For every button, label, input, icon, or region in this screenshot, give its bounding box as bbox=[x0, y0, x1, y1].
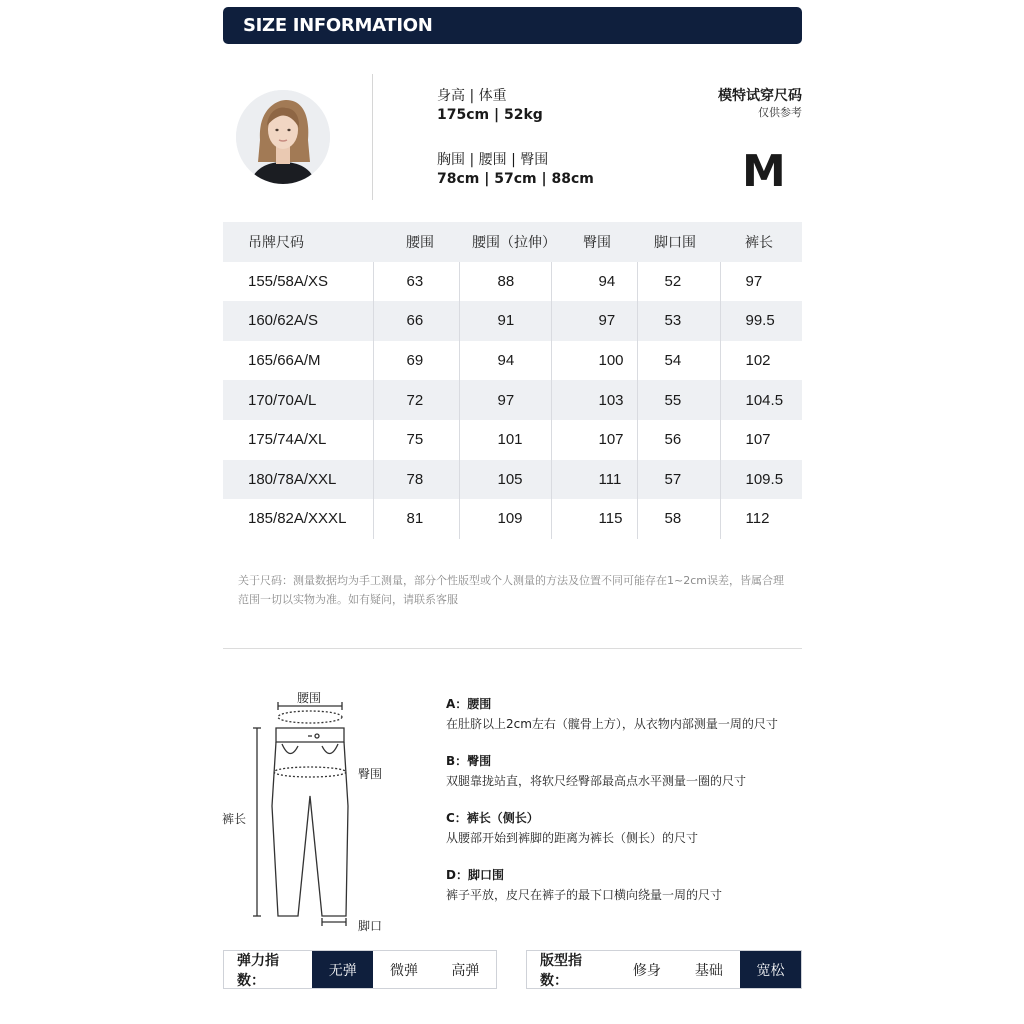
cell-waist: 63 bbox=[373, 262, 459, 302]
cell-length: 109.5 bbox=[720, 460, 802, 500]
cell-length: 107 bbox=[745, 431, 771, 449]
cell-hem: 58 bbox=[637, 499, 720, 539]
header-waist-stretch: 腰围（拉伸） bbox=[459, 222, 551, 262]
measure-title: C：裤长（侧长） bbox=[446, 811, 539, 825]
cell-hem: 56 bbox=[637, 420, 720, 460]
cell-waist-stretch: 109 bbox=[459, 499, 551, 539]
cell-hip: 94 bbox=[551, 262, 637, 302]
size-table-row bbox=[223, 460, 802, 500]
cell-hip: 111 bbox=[551, 460, 637, 500]
cell-tag-size: 165/66A/M bbox=[223, 341, 373, 381]
cell-waist-stretch: 105 bbox=[459, 460, 551, 500]
cell-tag-size: 160/62A/S bbox=[223, 301, 373, 341]
cell-tag-size: 180/78A/XXL bbox=[223, 460, 373, 500]
fit-option-loose: 宽松 bbox=[740, 951, 801, 988]
measure-desc: 从腰部开始到裤脚的距离为裤长（侧长）的尺寸 bbox=[446, 831, 699, 845]
cell-waist: 72 bbox=[373, 380, 459, 420]
cell-tag-size: 170/70A/L bbox=[223, 380, 373, 420]
diagram-length-label: 裤长 bbox=[222, 812, 247, 826]
measure-desc: 裤子平放，皮尺在裤子的最下口横向绕量一周的尺寸 bbox=[446, 888, 723, 902]
cell-waist: 69 bbox=[373, 341, 459, 381]
fit-option-regular: 基础 bbox=[694, 962, 723, 979]
size-table-header bbox=[223, 222, 802, 262]
size-table-row bbox=[223, 341, 802, 381]
elasticity-title: 弹力指数： bbox=[237, 952, 279, 989]
measure-title: B：臀围 bbox=[446, 754, 492, 768]
measure-item-hem bbox=[446, 866, 816, 923]
measure-value: 78cm | 57cm | 88cm bbox=[437, 171, 594, 187]
model-try-size-label: 模特试穿尺码 bbox=[718, 88, 802, 104]
model-try-size-note: 仅供参考 bbox=[758, 106, 802, 119]
cell-waist: 66 bbox=[373, 301, 459, 341]
footnote-line-2: 范围一切以实物为准。如有疑问，请联系客服 bbox=[238, 593, 458, 606]
elasticity-option-high: 高弹 bbox=[451, 962, 480, 979]
section-divider bbox=[223, 648, 802, 649]
cell-waist-stretch: 88 bbox=[459, 262, 551, 302]
measure-item-length bbox=[446, 809, 816, 866]
cell-waist-stretch: 97 bbox=[459, 380, 551, 420]
cell-waist-stretch: 91 bbox=[459, 301, 551, 341]
cell-hem: 54 bbox=[637, 341, 720, 381]
elasticity-index bbox=[223, 950, 497, 989]
model-divider bbox=[372, 74, 373, 200]
model-avatar bbox=[236, 90, 330, 184]
cell-waist-stretch: 101 bbox=[459, 420, 551, 460]
measure-title: D：脚口围 bbox=[446, 868, 504, 882]
header-hem: 脚口围 bbox=[637, 222, 720, 262]
size-table-row bbox=[223, 420, 802, 460]
cell-length: 97 bbox=[745, 272, 763, 290]
header-length: 裤长 bbox=[720, 222, 802, 262]
diagram-hem-label: 脚口 bbox=[358, 919, 383, 933]
cell-length: 104.5 bbox=[720, 380, 802, 420]
size-table-row bbox=[223, 301, 802, 341]
measure-desc: 在肚脐以上2cm左右（髋骨上方），从衣物内部测量一周的尺寸 bbox=[446, 717, 778, 731]
size-table-row bbox=[223, 380, 802, 420]
cell-tag-size: 175/74A/XL bbox=[223, 420, 373, 460]
size-table-row bbox=[223, 262, 802, 302]
cell-hip: 100 bbox=[551, 341, 637, 381]
measurement-guide bbox=[446, 695, 816, 923]
diagram-waist-label: 腰围 bbox=[297, 691, 322, 705]
measure-item-hip bbox=[446, 752, 816, 809]
fit-option-slim: 修身 bbox=[632, 962, 661, 979]
size-information-banner: SIZE INFORMATION bbox=[223, 7, 802, 44]
header-tag-size: 吊牌尺码 bbox=[223, 222, 373, 262]
header-hip: 臀围 bbox=[551, 222, 637, 262]
cell-tag-size: 185/82A/XXXL bbox=[223, 499, 373, 539]
cell-hem: 55 bbox=[637, 380, 720, 420]
measure-label: 胸围 | 腰围 | 臀围 bbox=[437, 152, 549, 168]
cell-hip: 107 bbox=[551, 420, 637, 460]
size-table bbox=[223, 222, 802, 539]
pants-diagram bbox=[222, 686, 402, 936]
cell-waist-stretch: 94 bbox=[459, 341, 551, 381]
cell-hip: 115 bbox=[551, 499, 637, 539]
cell-waist: 75 bbox=[373, 420, 459, 460]
cell-hem: 52 bbox=[637, 262, 720, 302]
size-footnote bbox=[238, 571, 808, 609]
measure-item-waist bbox=[446, 695, 816, 752]
size-table-row bbox=[223, 499, 802, 539]
height-weight-label: 身高 | 体重 bbox=[437, 88, 507, 104]
cell-hem: 57 bbox=[637, 460, 720, 500]
cell-hip: 103 bbox=[551, 380, 637, 420]
footnote-line-1: 关于尺码：测量数据均为手工测量，部分个性版型或个人测量的方法及位置不同可能存在1~2cm误差，皆属合理 bbox=[238, 574, 784, 587]
cell-hip: 97 bbox=[551, 301, 637, 341]
cell-length: 99.5 bbox=[720, 301, 802, 341]
fit-index bbox=[526, 950, 802, 989]
measure-title: A：腰围 bbox=[446, 697, 492, 711]
elasticity-option-slight: 微弹 bbox=[390, 962, 419, 979]
fit-title: 版型指数： bbox=[540, 952, 582, 989]
cell-waist: 78 bbox=[373, 460, 459, 500]
cell-waist: 81 bbox=[373, 499, 459, 539]
cell-length: 102 bbox=[745, 352, 771, 370]
model-try-size: M bbox=[742, 146, 786, 197]
height-weight-value: 175cm | 52kg bbox=[437, 107, 543, 123]
measure-desc: 双腿靠拢站直，将软尺经臀部最高点水平测量一圈的尺寸 bbox=[446, 774, 747, 788]
cell-hem: 53 bbox=[637, 301, 720, 341]
cell-length: 112 bbox=[745, 510, 770, 528]
cell-tag-size: 155/58A/XS bbox=[223, 262, 373, 302]
header-waist: 腰围 bbox=[373, 222, 459, 262]
diagram-hip-label: 臀围 bbox=[358, 767, 383, 781]
elasticity-option-none: 无弹 bbox=[312, 951, 373, 988]
